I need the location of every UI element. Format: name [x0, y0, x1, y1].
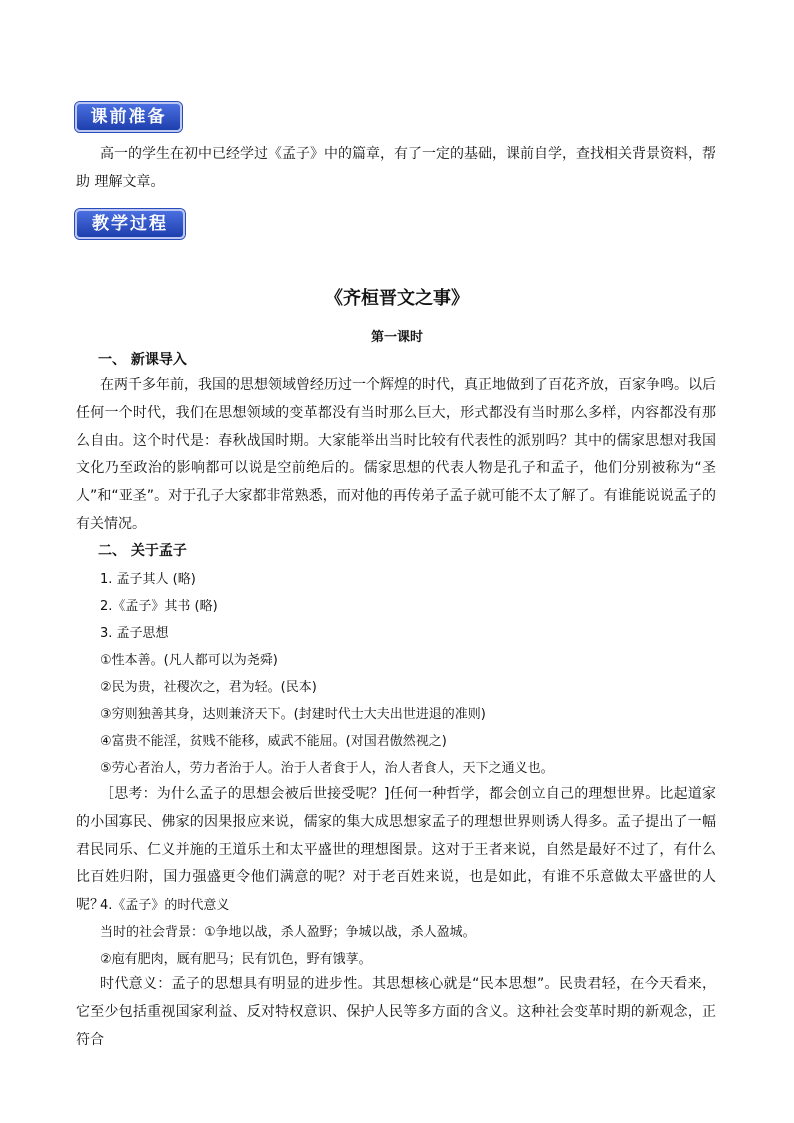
list-item: ④富贵不能淫，贫贱不能移，威武不能屈。(对国君傲然视之)	[100, 734, 447, 749]
list-item: 2.《孟子》其书 (略)	[100, 599, 218, 614]
list-item: ②民为贵，社稷次之，君为轻。(民本)	[100, 680, 317, 695]
intro-block	[76, 372, 716, 539]
section-badge-process: 教学过程	[75, 209, 185, 239]
list-item: 3. 孟子思想	[100, 626, 169, 641]
lesson-title: 《齐桓晋文之事》	[325, 288, 469, 309]
list-item: 1. 孟子其人 (略)	[100, 572, 196, 587]
list-item: ③穷则独善其身，达则兼济天下。(封建时代士大夫出世进退的准则)	[100, 707, 486, 722]
preparation-paragraph: 高一的学生在初中已经学过《孟子》中的篇章，有了一定的基础，课前自学，查找相关背景资料，帮助 理解文章。	[76, 146, 716, 190]
intro-paragraph: 在两千多年前，我国的思想领域曾经历过一个辉煌的时代，真正地做到了百花齐放，百家争鸣。以后任何一个时代，我们在思想领域的变革都没有当时那么巨大，形式都没有当时那么多样，内容都没有那么自由。这个时代是：春秋战国时期。大家能举出当时比较有代表性的派别吗？其中的儒家思想对我国文化乃至政治的影响都可以说是空前绝后的。儒家思想的代表人物是孔子和孟子，他们分别被称为“圣人”和“亚圣”。对于孔子大家都非常熟悉，而对他的再传弟子孟子就可能不太了解了。有谁能说说孟子的有关情况。	[76, 377, 716, 532]
list-item: ①性本善。(凡人都可以为尧舜)	[100, 653, 278, 668]
significance-block	[76, 971, 716, 1054]
lesson-subtitle: 第一课时	[370, 330, 423, 345]
significance-paragraph: 时代意义：孟子的思想具有明显的进步性。其思想核心就是“民本思想”。民贵君轻，在今天看来，它至少包括重视国家利益、反对特权意识、保护人民等多方面的含义。这种社会变革时期的新观念，正符合	[76, 976, 716, 1048]
list-item: ⑤劳心者治人，劳力者治于人。治于人者食于人，治人者食人，天下之通义也。	[100, 761, 554, 776]
preparation-text	[76, 141, 716, 197]
background-line-2: ②庖有肥肉，厩有肥马；民有饥色，野有饿莩。	[100, 952, 372, 967]
thinking-paragraph: ［思考：为什么孟子的思想会被后世接受呢？]任何一种哲学，都会创立自己的理想世界。比起道家的小国寡民、佛家的因果报应来说，儒家的集大成思想家孟子的理想世界则诱人得多。孟子提出了一幅君民同乐、仁义并施的王道乐土和太平盛世的理想图景。这对于王者来说，自然是最好不过了，有什么比百姓归附，国力强盛更令他们满意的呢？对于老百姓来说，也是如此，有谁不乐意做太平盛世的人呢？	[76, 786, 716, 914]
list-item: 4.《孟子》的时代意义	[100, 898, 230, 913]
heading-new-lesson: 一、 新课导入	[98, 352, 187, 368]
section-badge-preparation: 课前准备	[75, 102, 182, 132]
heading-about-mencius: 二、 关于孟子	[98, 543, 187, 559]
background-line-1: 当时的社会背景：①争地以战，杀人盈野；争城以战，杀人盈城。	[100, 925, 476, 940]
